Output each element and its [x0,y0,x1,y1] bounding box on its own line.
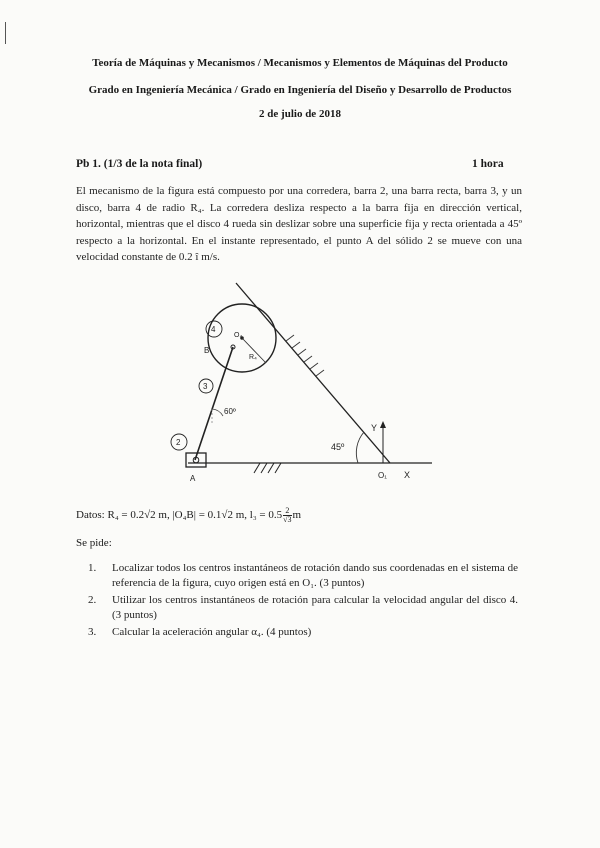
bar-4-label: 4 [211,325,216,334]
task-text: Utilizar los centros instantáneos de rotación para calcular la velocidad angular del disco 4. (3 puntos) [112,594,518,621]
axis-x-label: X [404,470,411,480]
bar-3 [195,347,233,460]
axis-y-label: Y [371,423,378,433]
incline-hatch [286,335,324,376]
task-text: Localizar todos los centros instantáneos de rotación dando sus coordenadas en el sistema de referencia de la figura, cuyo origen está en O₁. (3 puntos) [112,562,518,589]
data-r4: R₄ = 0.2√2 m [107,509,167,522]
mechanism-figure [150,275,440,490]
task-number: 2. [88,594,97,606]
origin-label: O₁ [378,471,387,480]
angle-45-arc [356,432,364,463]
incline-surface [236,283,390,463]
angle-60-label: 60º [224,407,236,416]
point-a-label: A [190,474,196,483]
task-list [88,561,518,642]
problem-statement [76,183,522,266]
task-number: 3. [88,626,97,638]
task-item [88,561,518,591]
degree-title: Grado en Ingeniería Mecánica / Grado en Ingeniería del Diseño y Desarrollo de Productos [88,84,512,96]
bar-3-label: 3 [203,382,208,391]
data-l3-pre: l₃ = 0.5 [249,509,283,522]
task-number: 1. [88,562,97,574]
exam-date: 2 de julio de 2018 [259,108,341,120]
problem-title: Pb 1. (1/3 de la nota final) [76,158,203,170]
task-item [88,625,518,640]
point-b-label: B [204,346,210,355]
data-l3-den: √3 [283,515,292,524]
ground-hatch [254,463,281,473]
data-l3-num: 2 [283,507,291,516]
task-item [88,593,518,623]
data-label: Datos: [76,509,105,522]
task-text: Calcular la aceleración angular α₄. (4 puntos) [112,626,312,638]
angle-45-label: 45º [331,442,345,452]
angle-60-arc [212,409,223,416]
course-title: Teoría de Máquinas y Mecanismos / Mecanismos y Elementos de Máquinas del Producto [92,57,508,69]
problem-duration: 1 hora [472,158,504,170]
y-axis-arrow [380,421,386,428]
radius-label: R₄ [249,354,257,361]
request-intro: Se pide: [76,537,112,549]
margin-mark [5,22,6,44]
data-l3 [249,506,302,524]
data-l3-unit: m [292,509,302,522]
given-data: Datos: R₄ = 0.2√2 m, |O₄B| = 0.1√2 m, l₃ = 0.5 $\frac{2}{√3}$ m [76,506,302,524]
statement-text: El mecanismo de la figura está compuesto por una corredera, barra 2, una barra recta, barra 3, y un disco, barra 4 de radio R₄. La corredera desliza respecto a la barra fija en dirección vertical, horizontal, mientras que el disco 4 rueda sin deslizar sobre una superficie fija y recta orientada a 45º respecto a la horizontal. En el instante representado, el punto A del sólido 2 se mueve con una velocidad constante de 0.2 î m/s. [76,185,522,263]
bar-2-label: 2 [176,438,181,447]
center-label: O₄ [234,332,243,339]
data-o4b: |O₄B| = 0.1√2 m [172,509,245,522]
